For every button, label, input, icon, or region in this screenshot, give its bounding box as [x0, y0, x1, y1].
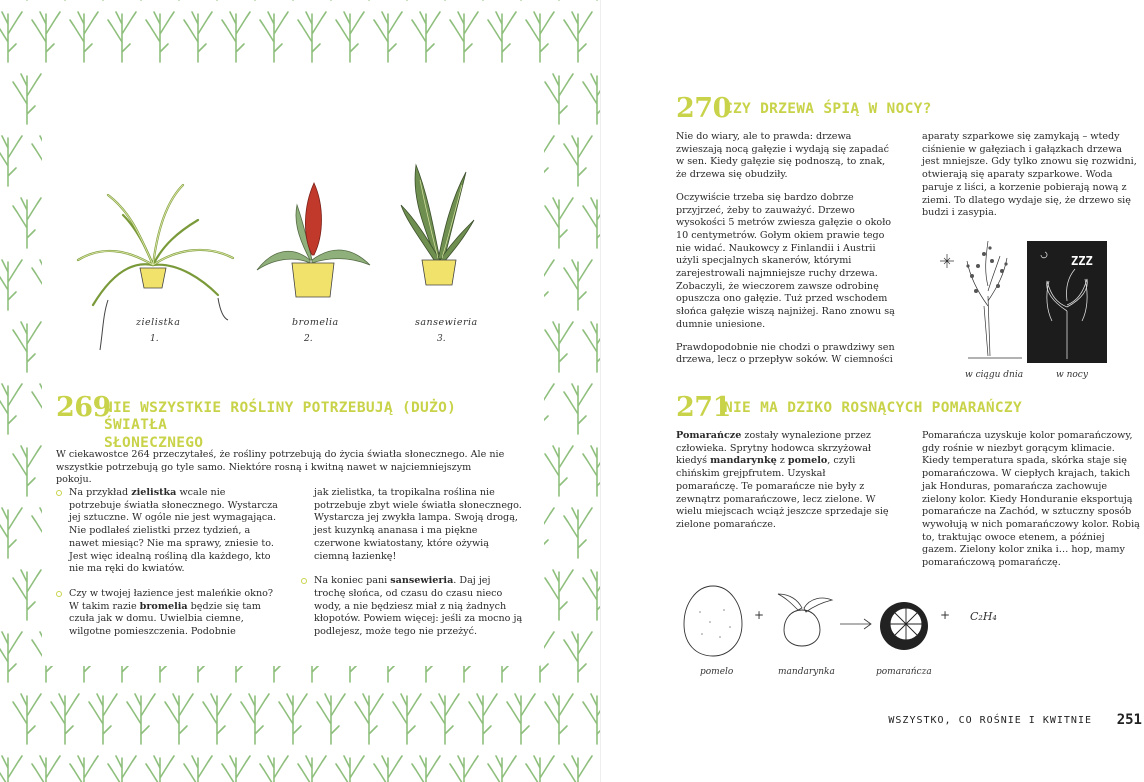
- tree-motif: [0, 508, 22, 558]
- tree-motif: [450, 756, 478, 782]
- b2-bold: bromelia: [139, 600, 188, 612]
- section-271-number: 271: [676, 392, 731, 423]
- tree-motif: [374, 12, 402, 62]
- b1-post: wcale nie potrzebuje światła słonecznego. Wystarcza jej sztuczne. W ogóle nie jest wymagająca. Nie podlałeś zielistki przez tydzień, a nawet miesiąc? Nie ma sprawy, zniesie to. Jest więc idealną rośliną dla każdego, kto nie ma ręki do kwiatów.: [69, 487, 278, 575]
- mandarynka-illustration: [768, 586, 836, 650]
- section-270-number: 270: [676, 93, 731, 124]
- section-269-number: 269: [56, 392, 111, 423]
- tree-motif: [545, 322, 573, 372]
- tree-motif: [545, 446, 573, 496]
- tree-motif: [32, 756, 60, 782]
- tree-motif: [260, 756, 288, 782]
- section-269-title-line1: NIE WSZYSTKIE ROŚLINY POTRZEBUJĄ (DUŻO) ŚWIATŁA: [104, 400, 457, 434]
- tree-motif: [336, 756, 364, 782]
- tree-motif: [507, 694, 535, 744]
- tree-motif: [488, 756, 516, 782]
- tree-motif: [564, 136, 592, 186]
- tree-motif: [241, 694, 269, 744]
- b2-post: będzie się tam czuła jak w domu. Uwielbia ciemne, wilgotne pomieszczenia. Podobnie: [69, 600, 261, 638]
- plant-name-sansewieria: sansewieria: [415, 317, 478, 328]
- tree-motif: [13, 322, 41, 372]
- section-270-title: CZY DRZEWA ŚPIĄ W NOCY?: [724, 101, 932, 117]
- zzz-label: ZZZ: [1071, 254, 1093, 268]
- p1-text-1: zostały wynalezione przez człowieka. Sprytny hodowca skrzyżował kiedyś: [676, 430, 872, 467]
- tree-motif: [13, 74, 41, 124]
- plant-number-1: 1.: [150, 334, 159, 344]
- tree-motif: [0, 632, 22, 682]
- s270-p4: aparaty szparkowe się zamykają – wtedy ciśnienie w gałęziach i gałązkach drzewa jest mniejsze. Gdy tylko znowu się rozwidni, otwierają się aparaty szparkowe. Woda paruje z liści, a korzenie pobierają nową z ziemi. To dlatego wydaje się, że drzewo się budzi i zasypia.: [922, 131, 1137, 219]
- b3-post: . Daj jej trochę słońca, od czasu do czasu nieco wody, a nie będziesz miał z nią żadnych kłopotów. Powiem więcej: jeśli za mocno ją podlejesz, może tego nie przeżyć.: [314, 575, 523, 638]
- section-271-column-2: [922, 430, 1140, 580]
- tree-motif: [127, 694, 155, 744]
- tree-motif: [184, 756, 212, 782]
- tree-motif: [0, 12, 22, 62]
- col2-continuation: jak zielistka, ta tropikalna roślina nie potrzebuje zbyt wiele światła słonecznego. Wystarcza jej zwykła lampa. Swoją drogą, jest kuzynką ananasa i ma piękne czerwone kwiatostany, które ożywią ciemną łazienkę!: [314, 487, 522, 562]
- caption-night: w nocy: [1056, 370, 1088, 380]
- b1-bold: zielistka: [131, 487, 177, 498]
- section-271-column-1: [676, 430, 890, 542]
- tree-motif: [108, 12, 136, 62]
- caption-day: w ciągu dnia: [965, 370, 1024, 380]
- tree-motif: [32, 12, 60, 62]
- plant-name-bromelia: bromelia: [292, 317, 339, 328]
- section-269-intro: W ciekawostce 264 przeczytałeś, że rośliny potrzebują do życia światła słonecznego. Ale nie wszystkie potrzebują go tyle samo. Niektóre rosną i kwitną nawet w najciemniejszym pokoju.: [56, 449, 505, 486]
- tree-motif: [526, 12, 554, 62]
- tree-motif: [583, 446, 600, 496]
- p1-bold-3: pomelo: [787, 455, 828, 467]
- tree-motif: [13, 570, 41, 620]
- tree-motif: [488, 12, 516, 62]
- tree-motif: [0, 260, 22, 310]
- bullet-zielistka: [56, 487, 278, 576]
- bullet-bromelia: [56, 588, 278, 639]
- tree-motif: [279, 694, 307, 744]
- tree-motif: [165, 694, 193, 744]
- tree-motif: [564, 12, 592, 62]
- tree-motif: [545, 198, 573, 248]
- bromelia-illustration: [252, 175, 372, 305]
- tree-motif: [70, 756, 98, 782]
- tree-motif: [583, 694, 600, 744]
- p1-bold-1: Pomarańcze: [676, 430, 742, 441]
- b1-pre: Na przykład: [69, 487, 132, 498]
- b3-bold: sansewieria: [390, 575, 454, 587]
- section-269-title: [104, 400, 524, 452]
- tree-motif: [583, 74, 600, 124]
- ethene-formula: C₂H₄: [970, 610, 997, 623]
- tree-motif: [564, 508, 592, 558]
- tree-motif: [298, 12, 326, 62]
- tree-motif: [13, 446, 41, 496]
- tree-motif: [222, 756, 250, 782]
- caption-pomarancza: pomarańcza: [876, 667, 932, 677]
- tree-motif: [222, 12, 250, 62]
- tree-motif: [583, 198, 600, 248]
- caption-pomelo: pomelo: [700, 667, 734, 677]
- s270-p2: Oczywiście trzeba się bardzo dobrze przyjrzeć, żeby to zauważyć. Drzewo wysokości 5 metrów zwiesza gałęzie o około 10 centymetrów. Gołym okiem prawie tego nie widać. Naukowcy z Finlandii i Austrii użyli specjalnych skanerów, którymi zarejestrowali najmniejsze ruchy drzewa. Zobaczyli, że wieczorem zawsze odrobinę opuszcza ono gałęzie. Tuż przed wschodem słońca gałęzie wiszą najniżej. Rano znowu są dumnie uniesione.: [676, 191, 895, 330]
- tree-motif: [412, 756, 440, 782]
- zielistka-illustration: [68, 170, 238, 360]
- plus-sign-2: +: [940, 608, 951, 622]
- tree-motif: [355, 694, 383, 744]
- tree-motif: [564, 756, 592, 782]
- tree-motif: [0, 384, 22, 434]
- footer-chapter-title: WSZYSTKO, CO ROŚNIE I KWITNIE: [888, 715, 1092, 726]
- section-271-title: NIE MA DZIKO ROSNĄCYCH POMARAŃCZY: [724, 400, 1022, 416]
- tree-motif: [545, 74, 573, 124]
- sansewieria-illustration: [396, 160, 476, 290]
- b2-pre: Czy w twojej łazience jest maleńkie okno? W takim razie: [69, 587, 274, 612]
- tree-motif: [545, 570, 573, 620]
- tree-motif: [336, 12, 364, 62]
- tree-motif: [0, 756, 22, 782]
- s271-p2: Pomarańcza uzyskuje kolor pomarańczowy, gdy rośnie w niezbyt gorącym klimacie. Kiedy temperatura spada, skórka staje się pomarańczowa. W ciepłych krajach, takich jak Honduras, pomarańcza zachowuje zielony kolor. Kiedy Honduranie eksportują pomarańcze na Zachód, w sztuczny sposób wywołują w nich pomarańczowy kolor. Robią to, traktując owoce etenem, a później gazem. Zielony kolor znika i… hop, mamy pomarańczową pomarańczę.: [922, 430, 1140, 569]
- tree-motif: [564, 632, 592, 682]
- s270-p3: Prawdopodobnie nie chodzi o prawdziwy sen drzewa, lecz o przepływ soków. W ciemności: [676, 341, 895, 366]
- tree-motif: [13, 198, 41, 248]
- tree-motif: [89, 694, 117, 744]
- page-gutter: [600, 0, 601, 782]
- s271-p1: [676, 430, 890, 532]
- section-269-column-2: [301, 487, 523, 639]
- tree-motif: [545, 694, 573, 744]
- section-269-column-1: [56, 487, 278, 639]
- tree-motif: [374, 756, 402, 782]
- plant-number-2: 2.: [304, 334, 313, 344]
- s270-p1: Nie do wiary, ale to prawda: drzewa zwieszają nocą gałęzie i wydają się zapadać w sen. Kiedy gałęzie się podnoszą, to znak, że drzewa się obudziły.: [676, 131, 889, 181]
- section-270-column-2: [922, 131, 1140, 230]
- tree-motif: [412, 12, 440, 62]
- tree-motif: [317, 694, 345, 744]
- tree-motif: [146, 756, 174, 782]
- tree-night-illustration: [1027, 241, 1107, 363]
- arrow-icon: [838, 616, 876, 632]
- caption-mandarynka: mandarynka: [778, 667, 835, 677]
- tree-motif: [0, 136, 22, 186]
- tree-motif: [184, 12, 212, 62]
- plant-name-zielistka: zielistka: [136, 317, 181, 328]
- tree-day-illustration: [932, 236, 1028, 366]
- bullet-sansewieria: [301, 575, 523, 639]
- tree-motif: [13, 694, 41, 744]
- tree-motif: [526, 756, 554, 782]
- b3-pre: Na koniec pani: [314, 575, 391, 587]
- tree-motif: [298, 756, 326, 782]
- page-number: 251: [1116, 712, 1142, 728]
- tree-motif: [583, 322, 600, 372]
- pomelo-illustration: [680, 582, 746, 660]
- tree-motif: [51, 694, 79, 744]
- tree-motif: [108, 756, 136, 782]
- tree-motif: [469, 694, 497, 744]
- tree-motif: [146, 12, 174, 62]
- plus-sign-1: +: [754, 608, 765, 622]
- plant-number-3: 3.: [437, 334, 446, 344]
- section-269-title-line2: SŁONECZNEGO: [104, 434, 204, 451]
- pomarancza-illustration: [876, 598, 932, 654]
- p1-bold-2: mandarynkę: [710, 455, 777, 467]
- tree-motif: [431, 694, 459, 744]
- tree-motif: [203, 694, 231, 744]
- tree-motif: [70, 12, 98, 62]
- p1-text-3: , czyli chińskim grejpfrutem. Uzyskał pomarańczę. Te pomarańcze nie były z zewnątrz pomarańczowe, lecz zielone. W wielu miejscach wciąż jeszcze sprzedaje się zielone pomarańcze.: [676, 455, 889, 530]
- tree-motif: [564, 260, 592, 310]
- tree-motif: [583, 570, 600, 620]
- tree-motif: [450, 12, 478, 62]
- tree-motif: [393, 694, 421, 744]
- section-270-column-1: [676, 131, 898, 377]
- p1-text-2: z: [776, 455, 788, 467]
- tree-motif: [260, 12, 288, 62]
- tree-motif: [564, 384, 592, 434]
